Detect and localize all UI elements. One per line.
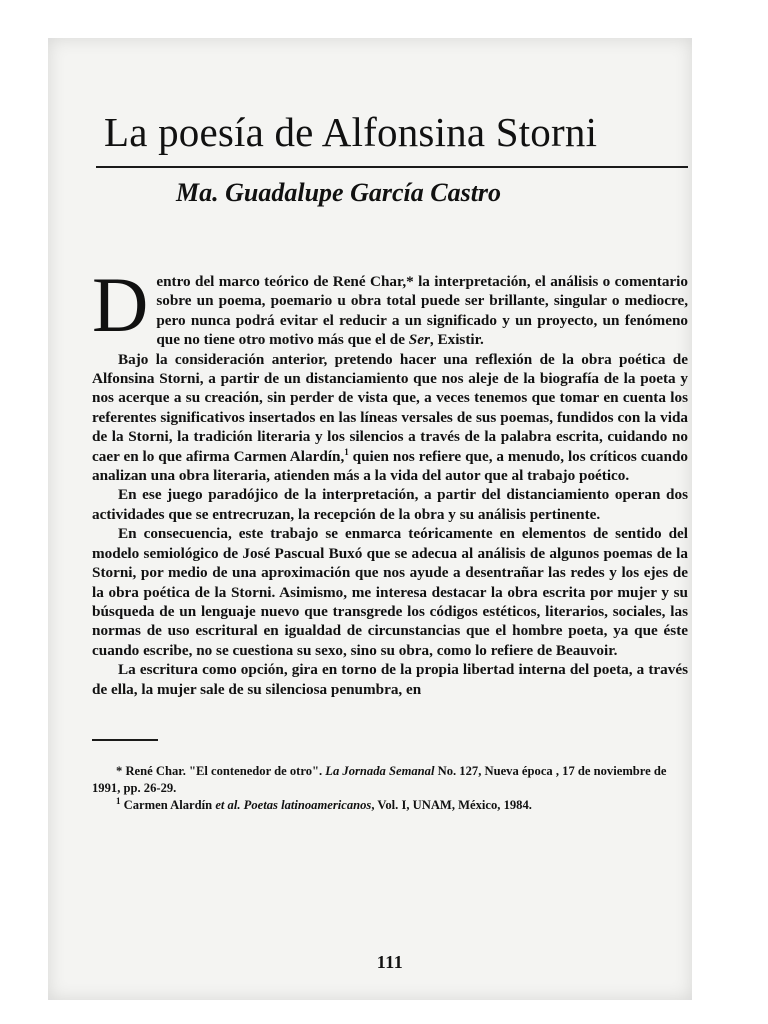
paragraph-5: La escritura como opción, gira en torno de la propia libertad interna del poeta, a través de ella, la mujer sale de su silenciosa penumbra, en: [92, 661, 688, 698]
footnote-rule: [92, 739, 158, 741]
title-rule: [96, 166, 688, 168]
paragraph-1: [92, 261, 688, 350]
footnote-1-italic: et al. Poetas latinoamericanos: [215, 797, 372, 812]
footnote-1: [92, 797, 688, 814]
footnote-1-mark: 1: [116, 795, 121, 806]
footnote-1-text-b: , Vol. I, UNAM, México, 1984.: [371, 797, 532, 812]
footnote-star-text-b: No. 127, Nueva época , 17 de noviembre de 1991, pp. 26-29.: [92, 763, 667, 795]
page-number: 111: [376, 952, 404, 972]
footnote-ref-1: 1: [344, 446, 349, 457]
paragraph-3: En ese juego paradójico de la interpretación, a partir del distanciamiento operan dos actividades que se entrecruzan, la recepción de la obra y su análisis pertinente.: [92, 486, 688, 523]
footnote-1-text-a: Carmen Alardín: [120, 797, 216, 812]
paragraph-1-text: entro del marco teórico de René Char,* la interpretación, el análisis o comentario sobre un poema, poemario u obra total puede ser brillante, singular o mediocre, pero nunca podrá evitar el reducir a un significado y un proyecto, un fenómeno que no tiene otro motivo más que el de: [156, 273, 688, 349]
paragraph-2-text-b: quien nos refiere que, a menudo, los críticos cuando analizan una obra literaria, atienden más a la vida del autor que al trabajo poético.: [92, 447, 688, 485]
paragraph-1-italic: Ser: [408, 331, 430, 349]
paragraph-2: [92, 350, 688, 486]
article-author: Ma. Guadalupe García Castro: [176, 178, 502, 207]
journal-page: [92, 106, 688, 986]
footnote-star-text-a: * René Char. "El contenedor de otro".: [116, 763, 326, 778]
paragraph-4: En consecuencia, este trabajo se enmarca teóricamente en elementos de sentido del modelo semiológico de José Pascual Buxó que se adecua al análisis de algunos poemas de la Storni, por medio de una aproximación que nos ayude a desentrañar las redes y los ejes de la obra poética de la Storni. Asimismo, me interesa destacar la obra escrita por mujer y su búsqueda de un lenguaje nuevo que transgrede los códigos estéticos, literarios, sociales, las normas de uso escritural en igualdad de circunstancias que el hombre poeta, ya que éste cuando escribe, no se cuestiona su sexo, sino su obra, como lo refiere de Beauvoir.: [92, 525, 688, 659]
footnote-star-italic: La Jornada Semanal: [325, 763, 435, 778]
article-body: [92, 261, 688, 699]
drop-cap: D: [92, 261, 149, 348]
footnotes: [92, 763, 688, 814]
paragraph-2-text-a: Bajo la consideración anterior, pretendo hacer una reflexión de la obra poética de Alfonsina Storni, a partir de un distanciamiento que nos aleje de la biografía de la poeta y nos acerque a su creación, sin perder de vista que, a veces tenemos que tomar en cuenta los referentes significativos insertados en las líneas versales de sus poemas, fundidos con la vida de la Storni, la tradición literaria y los silencios a través de la palabra escrita, cuidando no caer en lo que afirma Carmen Alardín,: [92, 350, 688, 465]
footnote-star: [92, 763, 688, 797]
paragraph-1-tail: , Existir.: [429, 331, 484, 349]
article-title: La poesía de Alfonsina Storni: [104, 109, 598, 155]
